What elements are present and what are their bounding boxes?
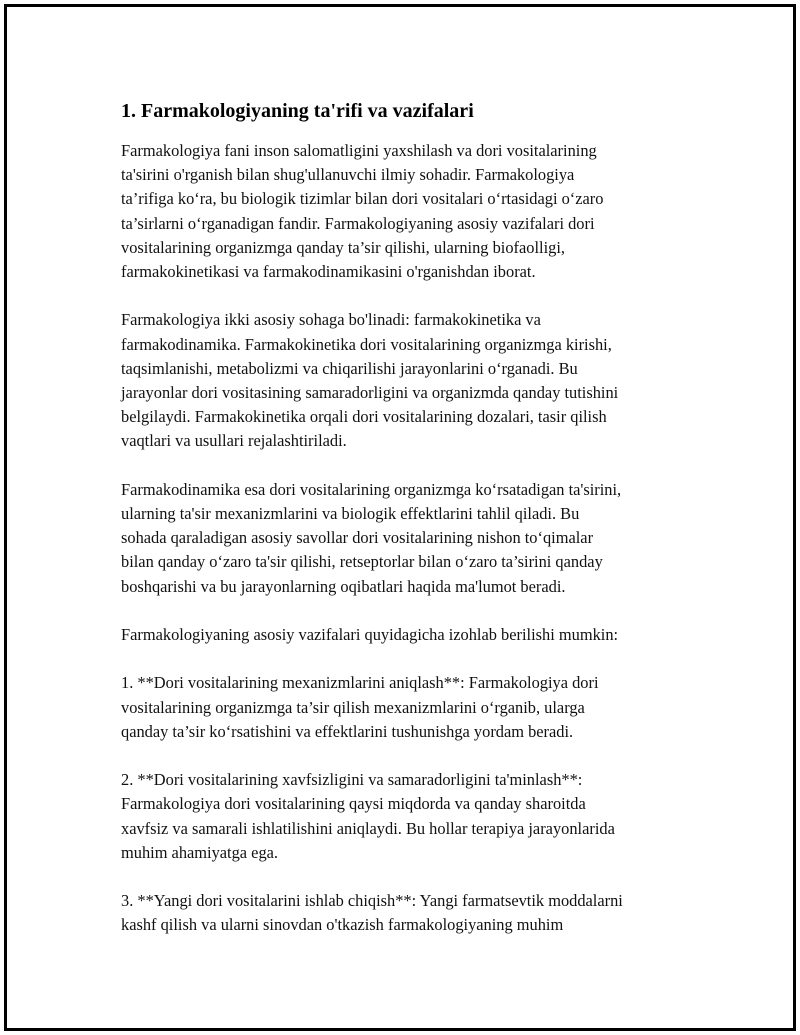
text-line: 3. **Yangi dori vositalarini ishlab chiqish**: Yangi farmatsevtik moddalarni xyxy=(121,891,623,911)
list-item-2 xyxy=(121,768,701,865)
text-line: ta'sirini o'rganish bilan shug'ullanuvchi ilmiy sohadir. Farmakologiya xyxy=(121,165,575,185)
text-line: farmakokinetikasi va farmakodinamikasini o'rganishdan iborat. xyxy=(121,262,536,282)
text-line: sohada qaraladigan asosiy savollar dori vositalarining nishon to‘qimalar xyxy=(121,528,594,548)
document-content xyxy=(121,99,701,962)
text-line: vositalarining organizmga ta’sir qilish mexanizmlarini o‘rganib, ularga xyxy=(121,697,585,717)
document-title: 1. Farmakologiyaning ta'rifi va vazifalari xyxy=(121,100,474,122)
text-line: jarayonlar dori vositasining samaradorligini va organizmda qanday tutishini xyxy=(121,383,619,403)
document-page xyxy=(4,4,796,1031)
text-line: vaqtlari va usullari rejalashtiriladi. xyxy=(121,431,347,451)
text-line: Farmakodinamika esa dori vositalarining organizmga ko‘rsatadigan ta'sirini, xyxy=(121,479,622,499)
text-line: farmakodinamika. Farmakokinetika dori vositalarining organizmga kirishi, xyxy=(121,334,612,354)
text-line: belgilaydi. Farmakokinetika orqali dori vositalarining dozalari, tasir qilish xyxy=(121,407,607,427)
text-line: ta’sirlarni o‘rganadigan fandir. Farmakologiyaning asosiy vazifalari dori xyxy=(121,213,595,233)
text-line: muhim ahamiyatga ega. xyxy=(121,842,279,862)
paragraph-pharmacokinetics xyxy=(121,308,701,453)
list-item-1 xyxy=(121,671,701,744)
paragraph-tasks-intro xyxy=(121,623,701,647)
text-line: Farmakologiyaning asosiy vazifalari quyidagicha izohlab berilishi mumkin: xyxy=(121,625,619,645)
text-line: xavfsiz va samarali ishlatilishini aniqlaydi. Bu hollar terapiya jarayonlarida xyxy=(121,818,615,838)
paragraph-definition xyxy=(121,139,701,284)
text-line: bilan qanday o‘zaro ta'sir qilishi, retseptorlar bilan o‘zaro ta’sirini qanday xyxy=(121,552,603,572)
list-item-3 xyxy=(121,889,701,937)
text-line: Farmakologiya fani inson salomatligini yaxshilash va dori vositalarining xyxy=(121,141,597,160)
text-line: 1. **Dori vositalarining mexanizmlarini aniqlash**: Farmakologiya dori xyxy=(121,673,599,693)
text-line: Farmakologiya ikki asosiy sohaga bo'linadi: farmakokinetika va xyxy=(121,310,541,330)
text-line: kashf qilish va ularni sinovdan o'tkazish farmakologiyaning muhim xyxy=(121,915,564,935)
text-line: boshqarishi va bu jarayonlarning oqibatlari haqida ma'lumot beradi. xyxy=(121,576,566,596)
text-line: ta’rifiga ko‘ra, bu biologik tizimlar bilan dori vositalari o‘rtasidagi o‘zaro xyxy=(121,189,604,209)
text-line: qanday ta’sir ko‘rsatishini va effektlarini tushunishga yordam beradi. xyxy=(121,721,574,741)
text-line: vositalarining organizmga qanday ta’sir qilishi, ularning biofaolligi, xyxy=(121,237,565,257)
text-line: ularning ta'sir mexanizmlarini va biologik effektlarini tahlil qiladi. Bu xyxy=(121,504,580,524)
paragraph-pharmacodynamics xyxy=(121,478,701,599)
text-line: 2. **Dori vositalarining xavfsizligini va samaradorligini ta'minlash**: xyxy=(121,770,583,790)
text-line: Farmakologiya dori vositalarining qaysi miqdorda va qanday sharoitda xyxy=(121,794,586,814)
text-line: taqsimlanishi, metabolizmi va chiqarilishi jarayonlarini o‘rganadi. Bu xyxy=(121,358,578,378)
